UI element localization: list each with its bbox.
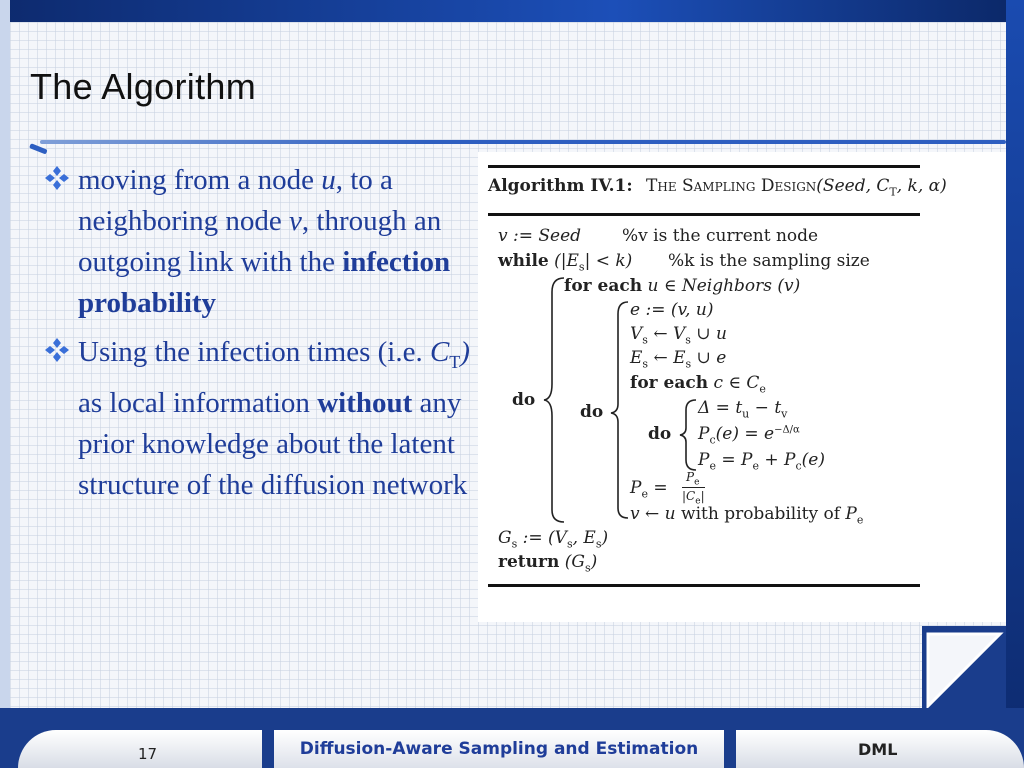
algo-code: E [630,348,643,368]
algo-code: ← V [647,324,686,344]
algorithm-args: (Seed, C [816,176,890,196]
algo-text: with probability of [681,504,841,524]
algo-code: (e) [801,450,825,470]
algo-code: ∪ e [691,348,727,368]
page-number: 17 [138,745,158,763]
algorithm-braces [478,152,1006,622]
algo-code: (e) = e [715,424,775,444]
algo-code: ∪ u [690,324,727,344]
bullet-1-part: , to a neighboring node [78,164,393,237]
algo-code: c ∈ C [713,373,760,393]
algo-code: |C [682,489,696,503]
algo-code: v ← u [630,504,676,524]
bullet-list [44,160,474,514]
algo-sub: s [642,333,648,347]
algo-sup: −Δ/α [774,424,800,436]
bullet-2-part: Using the infection times (i.e. [78,336,430,368]
algorithm-args-sub: T [889,185,897,199]
bullet-text-2 [78,336,470,501]
algo-sub: c [709,433,716,447]
bullet-2-part: as local information [78,386,318,419]
algo-code: P [845,504,857,524]
do-label-outer: do [512,390,536,410]
footer-title: Diffusion-Aware Sampling and Estimation [299,739,699,759]
frame-right [1006,0,1024,768]
frame-top [0,0,1024,22]
node-v: v [289,205,302,237]
algorithm-bottom-rule [488,584,920,587]
bullet-text-1 [78,164,450,319]
frame-left [0,0,10,768]
bullet-2-part: any prior knowledge about the latent structure of the diffusion network [78,386,468,501]
algo-sub: c [795,459,802,473]
footer-org: DML [858,740,898,759]
algo-sub: s [642,357,649,371]
algorithm-name: The Sampling Design [646,176,817,196]
slide-title: The Algorithm [30,66,256,107]
algo-code: u ∈ Neighbors (v) [647,276,801,296]
algo-sub: e [752,459,759,473]
algo-code: + P [758,450,796,470]
algo-code: V [630,324,643,344]
algo-code: v := Seed [498,226,582,246]
algo-sub: e [856,513,864,527]
algo-sub: s [578,260,585,274]
algo-code: , E [572,528,596,548]
bullet-1-part: moving from a node [78,164,322,196]
algo-sub: u [742,407,750,421]
algo-code: := (V [517,528,567,548]
diamond-bullet-icon [44,165,70,191]
algo-code: Δ = t [698,398,743,418]
algo-sub: s [685,333,691,347]
algo-comment-2: %k is the sampling size [668,251,870,271]
algo-code: ) [601,528,609,548]
algo-sub: e [759,382,766,396]
do-label-inner: do [648,424,672,444]
algo-code: G [498,528,512,548]
algo-sub: e [709,459,716,473]
ct-symbol: C [429,336,450,368]
algo-sub: e [641,487,648,501]
algo-keyword: for each [564,276,643,296]
algo-code: (G [564,552,585,572]
algo-code: − t [749,398,782,418]
algo-keyword: return [498,552,560,572]
algo-comment-1: %v is the current node [622,226,819,246]
do-label-middle: do [580,402,604,422]
algo-sub: s [685,357,692,371]
algo-code: P [686,470,695,484]
algo-code: ← E [648,348,686,368]
diamond-bullet-icon [44,337,70,363]
node-u: u [321,164,336,196]
ct-subscript: T [449,351,461,372]
algorithm-args-end: , k, α) [896,176,947,196]
ct-close: ) [460,336,470,368]
title-underline [40,140,1006,144]
algo-sub: v [781,407,788,421]
algo-code: = P [715,450,753,470]
algorithm-figure [478,152,1006,622]
algo-code: P [630,478,642,498]
algo-code: | < k) [584,251,633,271]
algo-sub: s [595,537,602,551]
algo-code: P [698,424,710,444]
algo-code: P [698,450,710,470]
brace-middle [611,302,628,518]
corner-fold-decoration [922,626,1006,708]
algorithm-label: Algorithm IV.1: [488,176,633,196]
algo-sub: e [695,496,701,507]
brace-outer [544,278,564,522]
algo-code: e := (v, u) [630,300,714,320]
algo-keyword: while [498,251,549,271]
algo-sub: e [694,477,700,488]
brace-inner [680,400,696,470]
algo-code: = [647,478,668,498]
algo-code: ) [590,552,598,572]
algo-sub: s [511,537,518,551]
algo-keyword: for each [630,373,709,393]
without-term: without [317,386,413,419]
algo-code: | [700,489,705,503]
bullet-1-part: , through an outgoing link with the [78,205,442,278]
algo-code: (|E [554,251,579,271]
algo-sub: s [566,537,573,551]
infection-probability-term: infection probability [78,246,451,319]
algo-sub: s [584,561,591,575]
bullet-item-1 [44,160,474,324]
bullet-item-2 [44,332,474,506]
